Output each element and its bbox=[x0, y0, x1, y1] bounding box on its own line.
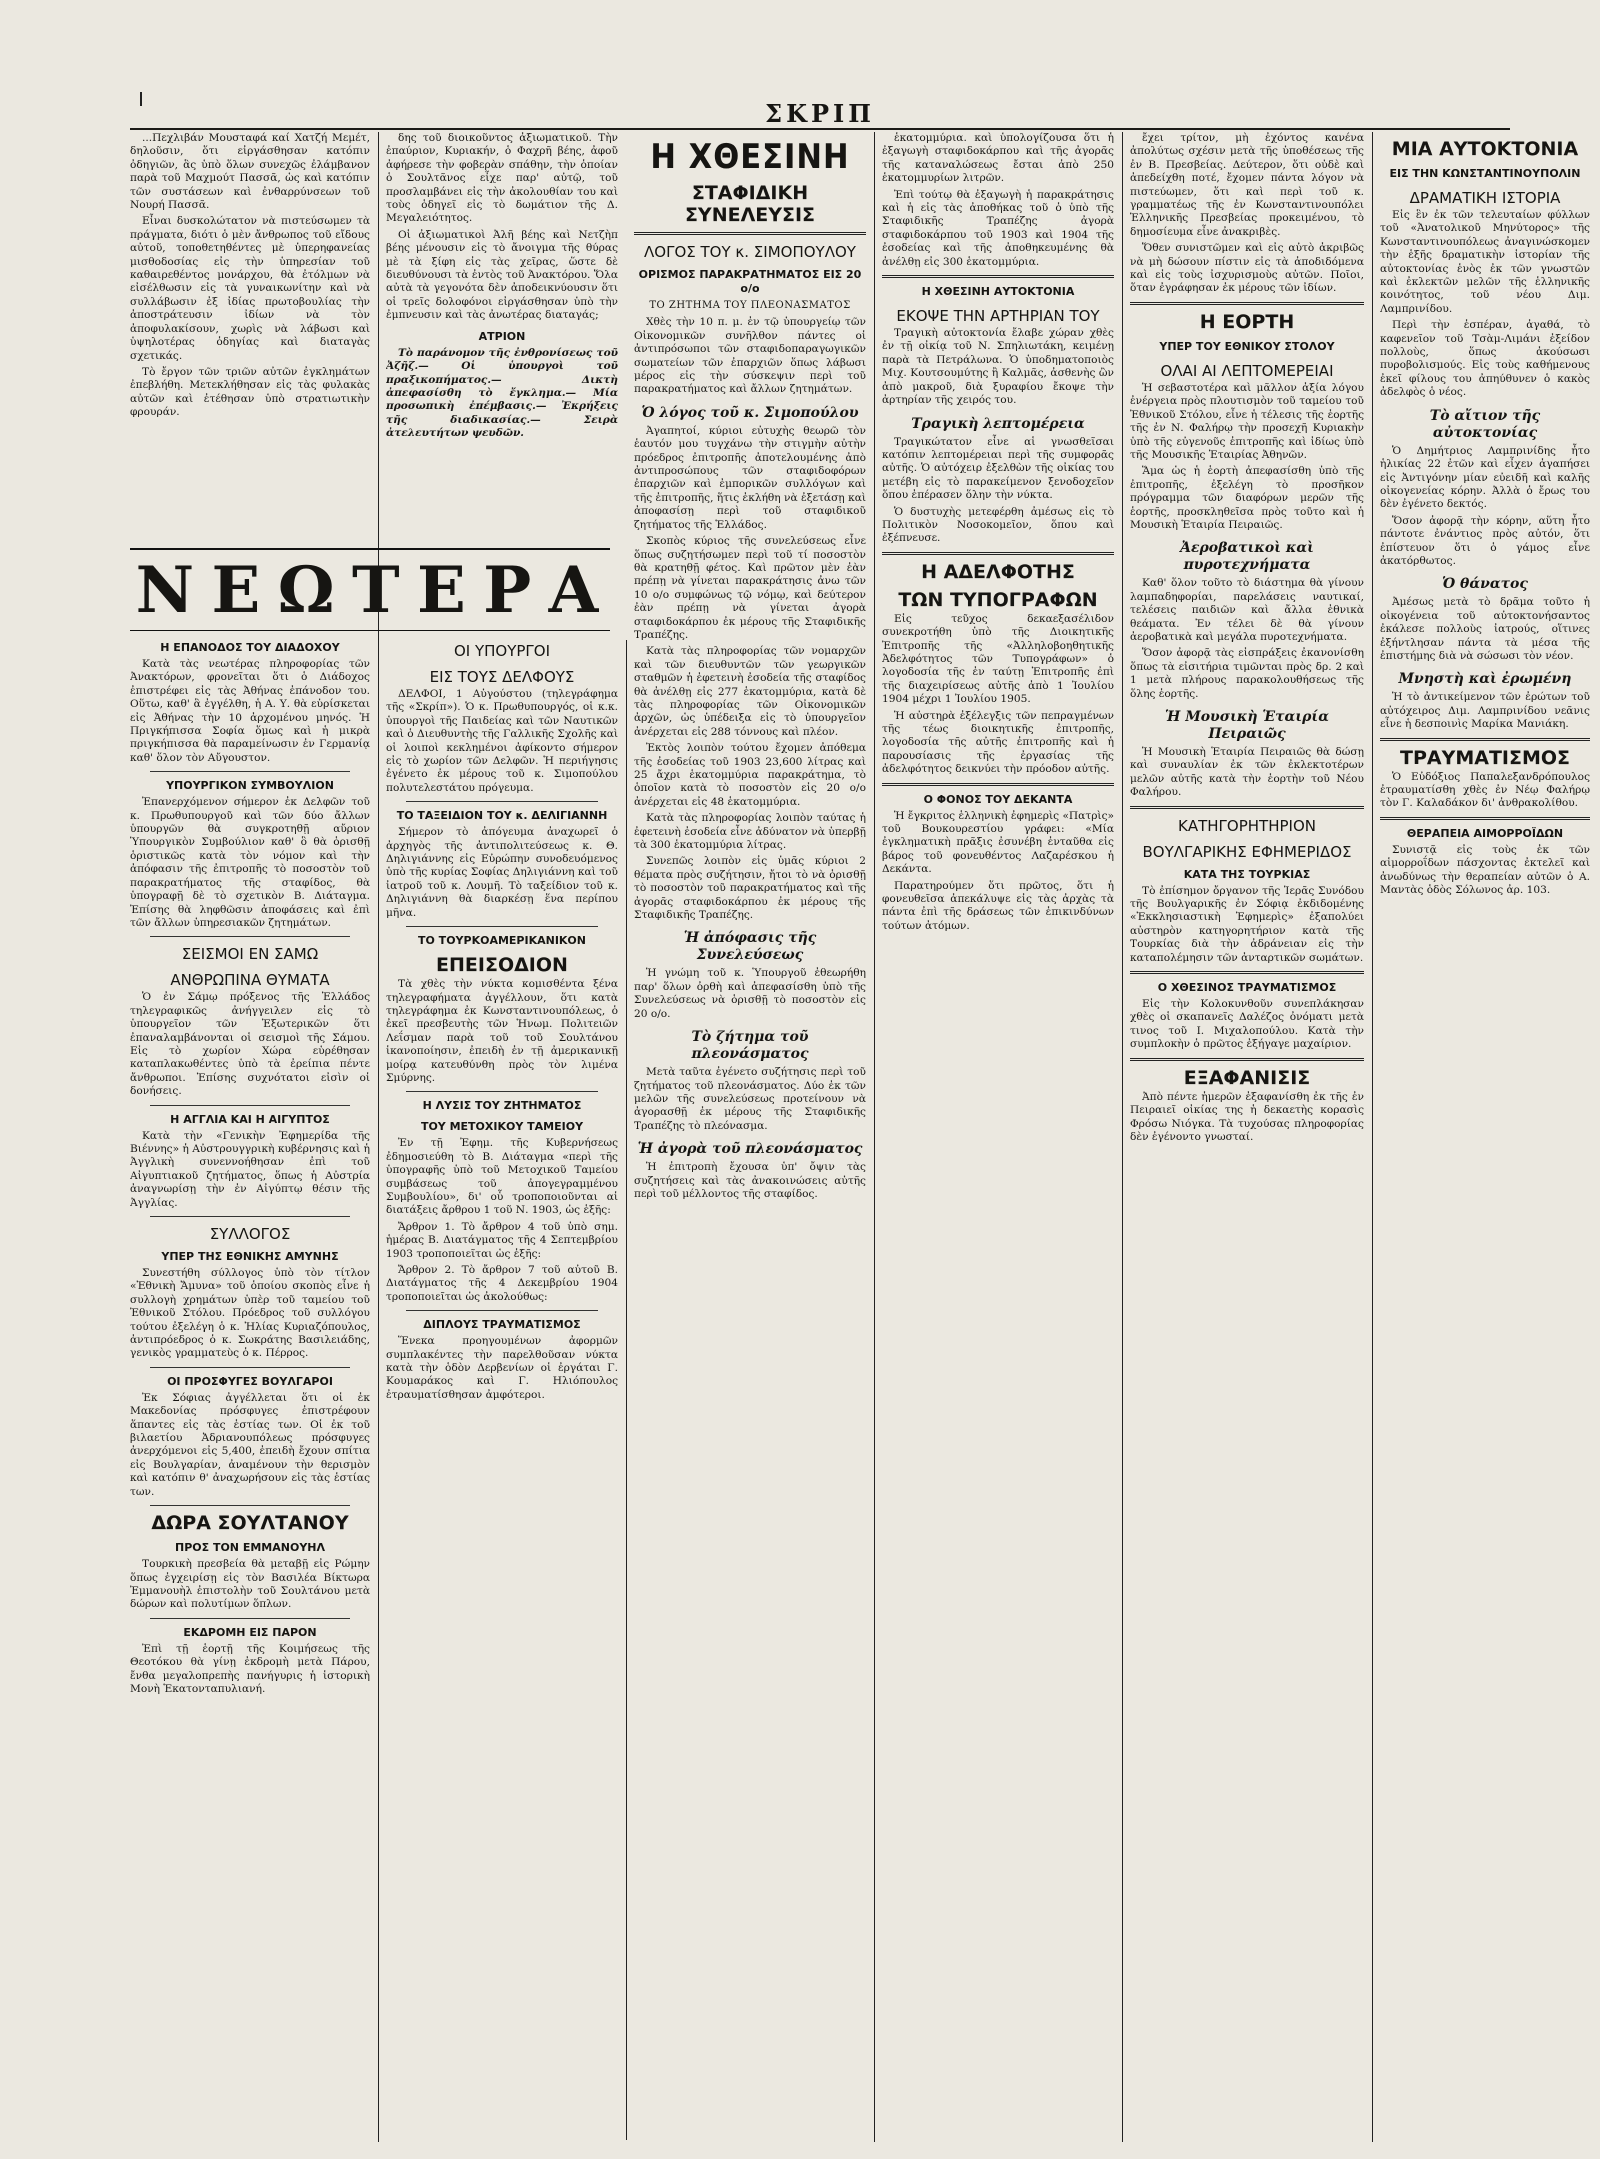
article-text: Τραγικὴ αὐτοκτονία ἔλαβε χώραν χθὲς ἐν τῇ οἰκίᾳ τοῦ Ν. Σπηλιωτάκη, κειμένῃ παρὰ τὰ Πετράλωνα. Ὁ ὑποδηματοποιὸς Μιχ. Κουτσουμύτης ἢ Καλμᾶς, ἀσθενὴς ὢν ἀπὸ μακροῦ, διὰ ξυραφίου ἔκοψε τὴν ἀρτηρίαν τῆς χειρός του. bbox=[882, 327, 1114, 407]
article-text: Μετὰ ταῦτα ἐγένετο συζήτησις περὶ τοῦ ζητήματος τοῦ πλεονάσματος. Δύο ἐκ τῶν μελῶν τῆς συνελεύσεως προτείνουν νὰ ἀγορασθῇ ἐκ μέρους τῆς Σταφιδικῆς Τραπέζης τὸ πλεόνασμα. bbox=[634, 1066, 866, 1132]
headline: ΑΤΡΙΟΝ bbox=[478, 329, 526, 343]
column-3 bbox=[634, 132, 866, 2152]
article-text: Καθ' ὅλον τοῦτο τὸ διάστημα θὰ γίνουν λαμπαδηφορίαι, παρελάσεις ναυτικαί, τελέσεις παιδιῶν καὶ ἄλλα ἐθνικὰ θεάματα. Ἐν τέλει δὲ θὰ γίνουν ἀεροβατικὰ καὶ μεγάλα πυροτεχνήματα. bbox=[1130, 577, 1364, 643]
article-text: Τὸ ἔργον τῶν τριῶν αὐτῶν ἐγκλημάτων ἐπεβλήθη. Μετεκλήθησαν εἰς τὰς φυλακὰς αὐτῶν καὶ ἐτέθησαν ὑπὸ στρατιωτικὴν φρουράν. bbox=[130, 365, 370, 419]
headline: Η ΧΘΕΣΙΝΗ bbox=[650, 137, 850, 177]
headline: ΥΠΟΥΡΓΙΚΟΝ ΣΥΜΒΟΥΛΙΟΝ bbox=[166, 779, 334, 793]
subheading: Μνηστὴ καὶ ἐρωμένη bbox=[1398, 671, 1572, 688]
divider bbox=[406, 926, 598, 927]
article-text: Παρατηρούμεν ὅτι πρῶτος, ὅτι ἡ φονευθεῖσα ἀπεκάλυψε εἰς τὰς ἀρχὰς τὰ πάντα ἐπὶ τῆς δράσεως τῶν ἐπικινδύνων τούτων ἀτόμων. bbox=[882, 879, 1114, 932]
headline: ΣΕΙΣΜΟΙ ΕΝ ΣΑΜΩ bbox=[181, 945, 319, 964]
article-text: Ἐκτὸς λοιπὸν τούτου ἔχομεν ἀπόθεμα τῆς ἐσοδείας τοῦ 1903 23,600 λίτρας καὶ 25 ἄχρι ἑκατομμύρια παρακράτημα, τὸ ὁποῖον κατὰ τὸ ποσοστὸν εἰς 20 ο/ο ἀνέρχεται εἰς 48 ἑκατομμύρια. bbox=[634, 742, 866, 808]
neotera-letter: Ε bbox=[416, 552, 472, 628]
divider bbox=[406, 1091, 598, 1092]
divider bbox=[150, 1216, 350, 1217]
article-text: Κατὰ τὰς πληροφορίας λοιπὸν ταύτας ἡ ἐφετεινὴ ἐσοδεία εἶνε ἀδύνατον νὰ ὑπερβῇ τὰ 300 ἑκατομμύρια λίτρας. bbox=[634, 812, 866, 852]
headline-sub: ΣΤΑΦΙΔΙΚΗ ΣΥΝΕΛΕΥΣΙΣ bbox=[684, 182, 816, 226]
article-text: Τουρκικὴ πρεσβεία θὰ μεταβῇ εἰς Ρώμην ὅπως ἐγχειρίσῃ εἰς τὸν Βασιλέα Βίκτωρα Ἐμμανουὴλ ἐπιστολὴν τοῦ Σουλτάνου μετὰ δώρων καὶ πολυτίμων ὅπλων. bbox=[130, 1558, 370, 1611]
headline: ΤΟ ΤΟΥΡΚΟΑΜΕΡΙΚΑΝΙΚΟΝ bbox=[418, 934, 586, 948]
article-text: Ὁ ἐν Σάμῳ πρόξενος τῆς Ἑλλάδος τηλεγραφικῶς ἀνήγγειλεν εἰς τὸ ὑπουργεῖον τῶν Ἐξωτερικῶν ὅτι ἐπαναλαμβάνονται οἱ σεισμοὶ τῆς Σάμου. Εἰς τὸ χωρίον Χώρα εὑρέθησαν καταπλακωθέντες ὑπὸ τὰ ἐρείπια πέντε ἄνθρωποι. Ἐπίσης συχνότατοι εἰσὶν οἱ δονήσεις. bbox=[130, 991, 370, 1098]
article-text: Ἐπὶ τούτῳ θὰ ἐξαγωγὴ ἡ παρακράτησις καὶ ἡ εἰς τὰς ἀποθήκας τοῦ ὁ ὑπὸ τῆς Σταφιδικῆς Τραπέζης ἀγορὰ σταφιδοκάρπου τοῦ 1903 καὶ 1904 τῆς ἐσοδείας καὶ τῆς ἀποθηκευμένης θὰ ἀνέλθῃ εἰς 300 ἑκατομμύρια. bbox=[882, 188, 1114, 268]
neotera-letter: Ε bbox=[211, 552, 267, 628]
column-2-lower bbox=[386, 634, 618, 2134]
headline-sub: ΥΠΕΡ ΤΗΣ ΕΘΝΙΚΗΣ ΑΜΥΝΗΣ bbox=[161, 1250, 339, 1263]
article-text: ...Πεχλιβάν Μουσταφά καί Χατζή Μεμέτ, δηλοῦσιν, ὅτι εἰργάσθησαν κατόπιν ὀδηγιῶν, ἃς ὑπὸ ὅλων συνεχῶς ἐλάμβανον παρὰ τοῦ Μαχμούτ Πασσᾶ, ὡς καὶ κατόπιν τῶν συστάσεων καὶ ἐνθαρρύνσεων τοῦ Νουρή Πασσᾶ. bbox=[130, 132, 370, 212]
article-text: ἔχει τρίτον, μὴ ἐχόντος κανένα ἀπολύτως σχέσιν μετὰ τῆς ὑποθέσεως τῆς ἐν Β. Πρεσβείας. Δεύτερον, ὅτι οὐδὲ καὶ ἀπεδείχθη ποτέ, ἔχομεν πάντα λόγον νὰ πιστεύωμεν, ὅτι καὶ περὶ τοῦ κ. γραμματέως τῆς ἐν Κωνσταντινουπόλει Ἑλληνικῆς Πρεσβείας προκειμένου, τὸ δημοσίευμα εἶνε ἀνακριβὲς. bbox=[1130, 132, 1364, 238]
headline: ΚΑΤΗΓΟΡΗΤΗΡΙΟΝ bbox=[1178, 816, 1316, 835]
masthead-title: ΣΚΡΙΠ bbox=[765, 99, 875, 128]
headline: ΔΙΠΛΟΥΣ ΤΡΑΥΜΑΤΙΣΜΟΣ bbox=[423, 1318, 581, 1332]
article-text: Ἐν τῇ Ἐφημ. τῆς Κυβερνήσεως ἐδημοσιεύθη τὸ Β. Διάταγμα «περὶ τῆς ὑπογραφῆς ὑπὸ τοῦ Μετοχικοῦ Ταμείου συμβάσεως τοῦ ἀπογεγραμμένου Συμβουλίου», δι' οὗ τροποποιοῦνται αἱ διατάξεις ἄρθρου 1 τοῦ Ν. 1903, ὡς ἑξῆς: bbox=[386, 1137, 618, 1217]
article-text: Τὰ χθὲς τὴν νύκτα κομισθέντα ξένα τηλεγραφήματα ἀγγέλλουν, ὅτι κατὰ τηλεγράφημα ἐκ Κωνσταντινουπόλεως, ὁ ἐκεῖ πρεσβευτὴς τῶν Ἡνωμ. Πολιτειῶν Λεΐσμαν παρὰ τοῦ τοῦ Σουλτάνου ἱκανοποίησιν, ἐπειδὴ ἐν τῇ ἀμερικανικῇ μοίρᾳ κατευθύνθη πρὸς τὸν λιμένα Σμύρνης. bbox=[386, 978, 618, 1084]
article-text: Ἡ ἔγκριτος ἑλληνικὴ ἐφημερὶς «Πατρὶς» τοῦ Βουκουρεστίου γράφει: «Μία ἐγκληματικὴ πρᾶξις ἐσυνέβη ἐνταῦθα εἰς βάρος τοῦ φονευθέντος Λαζαρέσκου ἡ Δεκάντα. bbox=[882, 809, 1114, 876]
divider bbox=[1130, 971, 1364, 974]
headline: ΘΕΡΑΠΕΙΑ ΑΙΜΟΡΡΟΪΔΩΝ bbox=[1406, 826, 1564, 840]
divider bbox=[1380, 817, 1590, 820]
subheading: Ὁ λόγος τοῦ κ. Σιμοπούλου bbox=[641, 404, 859, 421]
neotera-letter: Ρ bbox=[483, 552, 538, 628]
column-rule bbox=[378, 132, 379, 2142]
neotera-letter: Ν bbox=[135, 552, 201, 628]
article-text: Ὁ δυστυχὴς μετεφέρθη ἀμέσως εἰς τὸ Πολιτικὸν Νοσοκομεῖον, ὅπου καὶ ἐξέπνευσε. bbox=[882, 505, 1114, 545]
headline: ΤΡΑΥΜΑΤΙΣΜΟΣ bbox=[1399, 746, 1570, 769]
headline-sub: ΟΡΙΣΜΟΣ ΠΑΡΑΚΡΑΤΗΜΑΤΟΣ ΕΙΣ 20 ο/ο bbox=[638, 268, 862, 295]
headline-sub: ΤΩΝ ΤΥΠΟΓΡΑΦΩΝ bbox=[898, 588, 1098, 611]
article-text: Χθὲς τὴν 10 π. μ. ἐν τῷ ὑπουργείῳ τῶν Οἰκονομικῶν συνῆλθον πάντες οἱ ἀντιπρόσωποι τῶν σταφιδοπαραγωγικῶν σωματείων τῶν ἐπαρχιῶν ὅπως λάβωσι μέρος εἰς τὴν σύσκεψιν περὶ τοῦ παρακρατήματος καὶ ἄλλων ζητημάτων. bbox=[634, 316, 866, 396]
article-text: Ἐκ Σόφιας ἀγγέλλεται ὅτι οἱ ἐκ Μακεδονίας πρόσφυγες ἐπιστρέφουν ἅπαντες εἰς τὰς ἑστίας των. Οἱ ἐκ τοῦ βιλαετίου Ἀδριανουπόλεως πρόσφυγες ἀνερχόμενοι εἰς 5,400, ἐπειδὴ ἔχουν σπίτια εἰς Βουλγαρίαν, ἀναμένουν τὴν θερισμὸν καὶ κατόπιν θ' ἀναχωρήσουν εἰς τὰς ἑστίας των. bbox=[130, 1391, 370, 1498]
article-text: Ἡ σεβαστοτέρα καὶ μᾶλλον ἀξία λόγου ἐνέργεια πρὸς πλουτισμὸν τοῦ ταμείου τοῦ Ἐθνικοῦ Στόλου, εἶνε ἡ τέλεσις τῆς ἑορτῆς τῆς ἐν Ν. Φαλήρῳ τὴν προσεχῆ Κυριακὴν ὑπὸ τῆς εὐγενοῦς ἐπιτροπῆς καὶ ἰδίως ὑπὸ τῆς Μουσικῆς Ἑταιρίας Ἀθηνῶν. bbox=[1130, 381, 1364, 461]
headline-sub: ΤΟ ΖΗΤΗΜΑ ΤΟΥ ΠΛΕΟΝΑΣΜΑΤΟΣ bbox=[649, 300, 851, 311]
article-text: Ἡ Μουσικὴ Ἑταιρία Πειραιῶς θὰ δώσῃ καὶ συναυλίαν ἐκ τῶν ἐκλεκτοτέρων μελῶν αὐτῆς κατὰ τὴν ἑορτὴν τοῦ Νέου Φαλήρου. bbox=[1130, 746, 1364, 799]
divider bbox=[1130, 806, 1364, 809]
article-text: Ἡ αὐστηρὰ ἐξέλεγξις τῶν πεπραγμένων τῆς τέως διοικητικῆς ἐπιτροπῆς, λογοδοσία τῆς αὐτῆς ἐπιτροπῆς καὶ ἡ παρουσίασις τῆς ἐργασίας τῆς ἀδελφότητος δεικνύει τὴν πρόοδον αὐτῆς. bbox=[882, 709, 1114, 776]
divider bbox=[150, 1505, 350, 1506]
article-text: Συνιστᾷ εἰς τοὺς ἐκ τῶν αἱμορροΐδων πάσχοντας ἐκτελεῖ καὶ ἀνωδύνως τὴν θεραπείαν αὐτῶν ὁ Α. Μαντὰς ὁδὸς Σόλωνος ἀρ. 103. bbox=[1380, 843, 1590, 897]
headline: Η ΕΠΑΝΟΔΟΣ ΤΟΥ ΔΙΑΔΟΧΟΥ bbox=[160, 641, 340, 654]
divider bbox=[1130, 1058, 1364, 1061]
divider bbox=[882, 552, 1114, 555]
subheading: Τὸ ζήτημα τοῦ πλεονάσματος bbox=[691, 1029, 809, 1063]
article-text: Ἕνεκα προηγουμένων ἀφορμῶν συμπλακέντες τὴν παρελθοῦσαν νύκτα κατὰ τὴν ὁδὸν Δερβενίων οἱ ἐργάται Γ. Κουμαράκος καὶ Γ. Ηλιόπουλος ἐτραυματίσθησαν ἀμφότεροι. bbox=[386, 1335, 618, 1401]
article-text: Τραγικώτατον εἶνε αἱ γνωσθεῖσαι κατόπιν λεπτομέρειαι περὶ τῆς συμφορᾶς αὐτῆς. Ὁ αὐτόχειρ ἐξελθὼν τῆς οἰκίας του μετέβη εἰς τὸ παρακείμενον ξενοδοχεῖον ὅπου ἐπέρασεν ὅλην τὴν νύκτα. bbox=[882, 435, 1114, 502]
headline: ΣΥΛΛΟΓΟΣ bbox=[209, 1225, 291, 1243]
column-2 bbox=[386, 132, 618, 544]
divider bbox=[150, 1105, 350, 1106]
article-text: ἑκατομμύρια. καὶ ὑπολογίζουσα ὅτι ἡ ἐξαγωγὴ σταφιδοκάρπου καὶ τῆς ἀγορᾶς τῆς καταναλώσεως ἔσται ἀπὸ 250 ἑκατομμυρίων λιτρῶν. bbox=[882, 132, 1114, 185]
headline-sub: ΥΠΕΡ ΤΟΥ ΕΘΝΙΚΟΥ ΣΤΟΛΟΥ bbox=[1159, 339, 1335, 353]
column-rule bbox=[874, 132, 875, 2142]
article-text: Κατὰ τὰς νεωτέρας πληροφορίας τῶν Ἀνακτόρων, φρονεῖται ὅτι ὁ Διάδοχος ἐπιστρέφει εἰς τὰς Ἀθήνας ἐπάνοδον του. Οὕτω, καθ' ἃ ἐγγέλθη, ἡ Α. Υ. θὰ εὑρίσκεται εἰς Ἀθήνας τὴν 10 ἀρχομένου μηνός. Ἡ Πριγκήπισσα Σοφία ὅμως καὶ ἡ μικρὰ πριγκήπισσα θὰ παραμείνωσιν ἐν Γερμανίᾳ καθ' ὅλον τὸν Αὔγουστον. bbox=[130, 658, 370, 764]
neotera-letter: Α bbox=[548, 552, 605, 628]
article-text: Ἐπὶ τῇ ἑορτῇ τῆς Κοιμήσεως τῆς Θεοτόκου θὰ γίνῃ ἐκδρομὴ μετὰ Πάρου, ἔνθα μεγαλοπρεπὴς πανήγυρις ἡ ἱστορικὴ Μονὴ Ἑκατονταπυλιανή. bbox=[130, 1642, 370, 1695]
subheading: Ὁ θάνατος bbox=[1442, 576, 1528, 593]
divider bbox=[150, 936, 350, 937]
divider bbox=[406, 801, 598, 802]
column-4 bbox=[882, 132, 1114, 2152]
divider bbox=[150, 1618, 350, 1619]
article-text: Ὅσον ἀφορᾷ τὴν κόρην, αὕτη ἦτο πάντοτε ἐνάντιος πρὸς αὐτόν, ὅτι ἐπίστευον ὅτι ὁ γάμος εἶνε ἀκατόρθωτος. bbox=[1380, 514, 1590, 567]
divider bbox=[406, 1310, 598, 1311]
article-text: Ὁ Δημήτριος Λαμπρινίδης ἦτο ἡλικίας 22 ἐτῶν καὶ εἶχεν ἀγαπήσει εἰς Ἀντιγόνην μίαν εὐειδῆ καὶ καλῆς οἰκογενείας κόρην. Ἀλλὰ ὁ ἔρως του δὲν ἐγένετο δεκτός. bbox=[1380, 444, 1590, 511]
headline-sub: ΔΡΑΜΑΤΙΚΗ ΙΣΤΟΡΙΑ bbox=[1409, 189, 1561, 207]
article-text: Εἰς τὴν Κολοκυνθοῦν συνεπλάκησαν χθὲς οἱ σκαπανεῖς Δαλέζος ὀνόματι μετὰ τινος τοῦ Ι. Μιχαλοπούλου. Κατὰ τὴν συμπλοκὴν ὁ πρῶτος ἐξήγαγε μαχαίριον. bbox=[1130, 998, 1364, 1051]
article-text: Σήμερον τὸ ἀπόγευμα ἀναχωρεῖ ὁ ἀρχηγὸς τῆς ἀντιπολιτεύσεως κ. Θ. Δηλιγιάννης εἰς Εὐρώπην συνοδευόμενος ὑπὸ τῆς κυρίας Σοφίας Δηλιγιάννη καὶ τοῦ ἰατροῦ τοῦ κ. Λουμῆ. Τὸ ταξείδιον τοῦ κ. Δηλιγιάννη θὰ διαρκέσῃ ἕνα περίπου μῆνα. bbox=[386, 826, 618, 919]
headline-sub: ΕΙΣ ΤΟΥΣ ΔΕΛΦΟΥΣ bbox=[429, 668, 575, 686]
headline: ΟΙ ΠΡΟΣΦΥΓΕΣ ΒΟΥΛΓΑΡΟΙ bbox=[167, 1374, 333, 1388]
article-text: δης τοῦ διοικοῦντος ἀξιωματικοῦ. Τὴν ἐπαύριον, Κυριακήν, ὁ Φαχρῆ βέης, ἀφοῦ ἀφήρεσε τὴν φοβερὰν σπάθην, τὴν ὁποίαν ὁ Σουλτᾶνος εἶχε παρ' αὐτῷ, τοῦ προσλαμβάνει εἰς τὴν ἀκολουθίαν του καὶ τοὺς ὁδηγεῖ εἰς τὸ δωμάτιον τῆς Δ. Μεγαλειότητος. bbox=[386, 132, 618, 225]
divider bbox=[882, 275, 1114, 278]
column-rule bbox=[1122, 132, 1123, 2142]
headline: ΜΙΑ ΑΥΤΟΚΤΟΝΙΑ bbox=[1391, 138, 1579, 160]
article-text: Περὶ τὴν ἑσπέραν, ἀγαθά, τὸ καφενεῖον τοῦ Τσὰμ-Λιμάνι ἐξείδον πολλοὺς, ὅπως ἀκούσωσι πυροβολισμούς. Εἰς τοὺς καθήμενους ἐκεῖ φίλους του ἀπηύθυνεν ὁ κακὸς ἀδελφὸς ὁ νέος. bbox=[1380, 319, 1590, 399]
article-text: Τὸ ἐπίσημον ὄργανον τῆς Ἱερᾶς Συνόδου τῆς Βουλγαρικῆς ἐν Σόφιᾳ ἐκδιδομένης «Ἐκκλησιαστικὴ Ἐφημερὶς» ἐξαπολύει αὐστηρὸν κατηγορητήριον κατὰ τῆς Τουρκίας διὰ τὴν ἀδράνειαν εἰς τὴν καταπολέμησιν τῶν ἀνταρτικῶν σωμάτων. bbox=[1130, 884, 1364, 964]
article-text: Οἱ ἀξιωματικοὶ Ἀλῆ βέης καὶ Νετζὴπ βέης μένουσιν εἰς τὸ ἄνοιγμα τῆς θύρας μὲ τὰ ξίφη εἰς τὰς χεῖρας, ὥστε δὲ διευθύνουσι τὰ ἐντὸς τοῦ Ἀνακτόρου. Ὅλα αὐτὰ τὰ γεγονότα δὲν ἀποδεικνύουσιν ὅτι οἱ τρεῖς δολοφόνοι εἰργάσθησαν ὑπὸ τὴν ἐμπνευσιν καὶ τὰς ἀνωτέρας διαταγάς; bbox=[386, 228, 618, 322]
divider bbox=[1380, 738, 1590, 741]
article-text: ΔΕΛΦΟΙ, 1 Αὐγούστου (τηλεγράφημα τῆς «Σκρίπ»). Ὁ κ. Πρωθυπουργός, οἱ κ.κ. ὑπουργοὶ τῆς Παιδείας καὶ τῶν Ναυτικῶν καὶ ὁ Διευθυντὴς τῆς Γαλλικῆς Σχολῆς καὶ οἱ λοιποὶ κεκλημένοι ἀφίκοντο σήμερον εἰς τὸ χωρίον τῶν Δελφῶν. Ἡ περιήγησις ἐγένετο ἐκ μέρους τοῦ κ. Σιμοπούλου πολυτελεστάτου πρόγευμα. bbox=[386, 688, 618, 794]
article-text: Εἰς ἓν ἐκ τῶν τελευταίων φύλλων τοῦ «Ἀνατολικοῦ Μηνύτορος» τῆς Κωνσταντινουπόλεως ἀναγινώσκομεν τὴν ἑξῆς δραματικὴν ἱστορίαν τῆς αὐτοκτονίας ἑνὸς ἐκ τῶν γνωστῶν καὶ ἐκλεκτῶν μελῶν τῆς ἑλληνικῆς κοινότητος, τοῦ νέου Διμ. Λαμπρινίδου. bbox=[1380, 209, 1590, 315]
headline: ΕΞΑΦΑΝΙΣΙΣ bbox=[1183, 1066, 1311, 1089]
article-text: Εἰς τεῦχος δεκαεξασέλιδον συνεκροτήθη ὑπὸ τῆς Διοικητικῆς Ἐπιτροπῆς τῆς «Ἀλληλοβοηθητικῆς Ἀδελφότητος τῶν Τυπογράφων» ὁ λογοδοσία τῆς ἐν ταύτῃ Ἐπιτροπῆς ἐπὶ τῆς διαχειρίσεως αὐτῆς ἀπὸ 1 Ἰουλίου 1904 μέχρι 1 Ἰουλίου 1905. bbox=[882, 612, 1114, 706]
headline: Η ΑΓΓΛΙΑ ΚΑΙ Η ΑΙΓΥΠΤΟΣ bbox=[170, 1112, 330, 1126]
article-text: Ἀγαπητοί, κύριοι εὐτυχὴς θεωρῶ τὸν ἑαυτόν μου τυγχάνω τὴν στιγμὴν αὐτὴν πρόεδρος ἐπιτροπῆς ἀποτελουμένης ἀπὸ ἀντιπροσώπους τῶν σταφιδοφόρων ἐπαρχιῶν καὶ ἐμπορικῶν συλλόγων καὶ τῆς ἐπιτροπῆς, ἥτις ἐκλήθη νὰ ἐξετάσῃ καὶ ἀποφασίσῃ περὶ τοῦ σταφιδικοῦ ζητήματος τῆς Ἑλλάδος. bbox=[634, 424, 866, 531]
article-text: Κατὰ τὰς πληροφορίας τῶν νομαρχῶν καὶ τῶν διευθυντῶν τῶν γεωργικῶν σταθμῶν ἡ ἐφετεινὴ ἐσοδεία τῆς σταφίδος θὰ ἀνέλθῃ εἰς 277 ἑκατομμύρια, κατὰ δὲ τὰς πληροφορίας τῶν Οἰκονομικῶν ἀρχῶν, ὡς ὑπέδειξα εἰς τὸ ὑπουργεῖον ἀνέρχεται εἰς 288 τόννους καὶ πλέον. bbox=[634, 645, 866, 738]
subheading: Ἡ ἀπόφασις τῆς Συνελεύσεως bbox=[683, 930, 817, 964]
headline-sub: ΚΑΤΑ ΤΗΣ ΤΟΥΡΚΙΑΣ bbox=[1183, 867, 1311, 881]
article-text: Ὅθεν συνιστῶμεν καὶ εἰς αὐτὸ ἀκριβῶς νὰ μὴ δώσουν πίστιν εἰς τὰ ἀποδιδόμενα καὶ εἰς τοὺς ἰσχυρισμοὺς αὐτῶν. Ποῖοι, ὅταν ἐγράφησαν ἐκ μέρους τῶν ἰδίων. bbox=[1130, 242, 1364, 295]
neotera-letter: Ω bbox=[277, 552, 341, 628]
headline: Ο ΦΟΝΟΣ ΤΟΥ ΔΕΚΑΝΤΑ bbox=[923, 792, 1073, 806]
article-text: Ἡ γνώμη τοῦ κ. Ὑπουργοῦ ἐθεωρήθη παρ' ὅλων ὀρθὴ καὶ ἀπεφασίσθη ὑπὸ τῆς Συνελεύσεως νὰ ὁρισθῇ τὸ ποσοστὸν εἰς 20 ο/ο. bbox=[634, 967, 866, 1020]
article-text: Συνεστήθη σύλλογος ὑπὸ τὸν τίτλον «Ἐθνικὴ Ἄμυνα» τοῦ ὁποίου σκοπὸς εἶνε ἡ συλλογὴ χρημάτων ὑπὲρ τοῦ ταμείου τοῦ Ἐθνικοῦ Στόλου. Πρόεδρος τοῦ συλλόγου τούτου ἐξελέγη ὁ κ. Ἠλίας Κυριαζόπουλος, ἀντιπρόεδρος ὁ κ. Σωκράτης Βασιλειάδης, γενικὸς γραμματεὺς ὁ κ. Πέρρος. bbox=[130, 1267, 370, 1360]
divider bbox=[150, 1367, 350, 1368]
masthead bbox=[130, 100, 1510, 130]
column-1 bbox=[130, 132, 370, 544]
subheading: Τὸ αἴτιον τῆς αὐτοκτονίας bbox=[1429, 407, 1541, 441]
headline: Η ΕΟΡΤΗ bbox=[1199, 310, 1295, 333]
article-text: Ἡ τὸ ἀντικείμενον τῶν ἐρώτων τοῦ αὐτόχειρος Διμ. Λαμπρινίδου νεᾶνις εἶνε ἡ δεσποινὶς Μαρίκα Μανιάκη. bbox=[1380, 691, 1590, 731]
column-rule bbox=[1372, 132, 1373, 2142]
headline-sub: ΤΟΥ ΜΕΤΟΧΙΚΟΥ ΤΑΜΕΙΟΥ bbox=[420, 1120, 584, 1134]
article-text: Ὁ Εὐδόξιος Παπαλεξανδρόπουλος ἐτραυματίσθη χθὲς ἐν Νέῳ Φαλήρῳ τὸν Γ. Καλαδάκον δι' ἀνθρακολίθου. bbox=[1380, 770, 1590, 810]
headline: ΤΟ ΤΑΞΕΙΔΙΟΝ ΤΟΥ κ. ΔΕΛΙΓΙΑΝΝΗ bbox=[396, 809, 608, 823]
headline: ΕΚΔΡΟΜΗ ΕΙΣ ΠΑΡΟΝ bbox=[183, 1625, 317, 1639]
subheading: Τραγικὴ λεπτομέρεια bbox=[911, 415, 1085, 432]
column-1-lower bbox=[130, 634, 370, 2134]
article-text: Ἅμα ὡς ἡ ἑορτὴ ἀπεφασίσθη ὑπὸ τῆς ἐπιτροπῆς, ἐξελέγη τὸ προσῆκον πρόγραμμα τῶν διαφόρων μερῶν τῆς ἑορτῆς, προσκληθεῖσα πρὸς τοῦτο καὶ ἡ Μουσικὴ Ἑταιρία Πειραιῶς. bbox=[1130, 465, 1364, 531]
headline: Η ΧΘΕΣΙΝΗ ΑΥΤΟΚΤΟΝΙΑ bbox=[921, 285, 1075, 299]
divider bbox=[1130, 302, 1364, 305]
headline-sub: ΑΝΘΡΩΠΙΝΑ ΘΥΜΑΤΑ bbox=[170, 971, 330, 990]
headline-sub: ΟΛΑΙ ΑΙ ΛΕΠΤΟΜΕΡΕΙΑΙ bbox=[1160, 361, 1334, 380]
headline-sub: ΛΟΓΟΣ ΤΟΥ κ. ΣΙΜΟΠΟΥΛΟΥ bbox=[644, 243, 856, 261]
headline-sub: ΕΙΣ ΤΗΝ ΚΩΝΣΤΑΝΤΙΝΟΥΠΟΛΙΝ bbox=[1389, 167, 1581, 180]
article-text: Ἀπὸ πέντε ἡμερῶν ἐξαφανίσθη ἐκ τῆς ἐν Πειραιεῖ οἰκίας της ἡ δεκαετὴς κορασὶς Φρόσω Νιόγκα. Τὰ τυχούσας πληροφορίας δὲν ἐγένοντο γνωσταί. bbox=[1130, 1090, 1364, 1143]
headline-sub: ΕΠΕΙΣΟΔΙΟΝ bbox=[436, 954, 568, 977]
subheading: Ἡ Μουσικὴ Ἑταιρία Πειραιῶς bbox=[1165, 709, 1329, 742]
article-text: Ἡ ἐπιτροπὴ ἔχουσα ὑπ' ὄψιν τὰς συζητήσεις καὶ τὰς ἀνακοινώσεις αὐτῆς περὶ τοῦ μέλλοντος τῆς σταφίδος. bbox=[634, 1161, 866, 1200]
subheading: Ἡ ἀγορὰ τοῦ πλεονάσματος bbox=[637, 1141, 863, 1158]
neotera-banner bbox=[130, 548, 610, 631]
article-text: Ἄρθρον 2. Τὸ ἄρθρον 7 τοῦ αὐτοῦ Β. Διατάγματος τῆς 4 Δεκεμβρίου 1904 τροποποιεῖται ὡς ἀκολούθως: bbox=[386, 1264, 618, 1303]
column-6 bbox=[1380, 132, 1590, 2152]
column-5 bbox=[1130, 132, 1364, 2152]
divider bbox=[882, 783, 1114, 786]
headline: Ο ΧΘΕΣΙΝΟΣ ΤΡΑΥΜΑΤΙΣΜΟΣ bbox=[1157, 981, 1337, 995]
article-text: Σκοπὸς κύριος τῆς συνελεύσεως εἶνε ὅπως συζητήσωμεν περὶ τοῦ τί ποσοστὸν θὰ κρατηθῇ φέτος. Καὶ πρῶτον μὲν ἐὰν πρέπῃ νὰ γίνεται παρακράτησις ἀνω τῶν 10 ο/ο συμφώνως τῷ νόμῳ, καὶ δεύτερον ἐὰν πρέπῃ νὰ γίνεται ἀγορὰ σταφιδοκάρπου ἐκ μέρους τῆς Σταφιδικῆς Τραπέζης. bbox=[634, 535, 866, 641]
headline: ΟΙ ΥΠΟΥΡΓΟΙ bbox=[453, 642, 551, 660]
headline-sub: ΕΚΟΨΕ ΤΗΝ ΑΡΤΗΡΙΑΝ ΤΟΥ bbox=[896, 307, 1100, 326]
headline: Η ΑΔΕΛΦΟΤΗΣ bbox=[921, 560, 1075, 583]
article-text: Ἄρθρον 1. Τὸ ἄρθρον 4 τοῦ ὑπὸ σημ. ἡμέρας Β. Διατάγματος τῆς 4 Σεπτεμβρίου 1903 τροποποιεῖται ὡς ἑξῆς: bbox=[386, 1220, 618, 1260]
article-text: Ἐπανερχόμενον σήμερον ἐκ Δελφῶν τοῦ κ. Πρωθυπουργοῦ καὶ τῶν δύο ἄλλων ὑπουργῶν θὰ συγκροτηθῇ αὔριον Ὑπουργικὸν Συμβούλιον καθ' ὃ θὰ ὁρισθῇ ὁριστικῶς κατὰ τὸν νόμον καὶ τὴν ἀπόφασιν τῆς ἐπιτροπῆς τὸ ποσοστὸν τοῦ παρακρατήματος τῆς σταφίδος, θὰ ὑπογραφῇ δὲ τὸ σχετικὸν Β. Διάταγμα. Ἐπίσης θὰ ληφθῶσιν ἀποφάσεις καὶ ἐπὶ τῶν ἄλλων ὑπηρεσιακῶν ζητημάτων. bbox=[130, 796, 370, 929]
divider bbox=[634, 232, 866, 235]
headline-sub: ΠΡΟΣ ΤΟΝ ΕΜΜΑΝΟΥΗΛ bbox=[174, 1541, 325, 1555]
article-text: Ἀμέσως μετὰ τὸ δρᾶμα τοῦτο ἡ οἰκογένεια τοῦ αὐτοκτονήσαντος ἐκάλεσε πολλοὺς ἰατρούς, οἵτινες ἐξήντλησαν πάντα τὰ μέσα τῆς ἐπιστήμης διὰ νὰ σώσωσι τὸν νέον. bbox=[1380, 596, 1590, 662]
divider bbox=[150, 771, 350, 772]
headline: Η ΛΥΣΙΣ ΤΟΥ ΖΗΤΗΜΑΤΟΣ bbox=[422, 1099, 582, 1113]
headline: ΔΩΡΑ ΣΟΥΛΤΑΝΟΥ bbox=[151, 1512, 349, 1535]
article-text: Συνεπῶς λοιπὸν εἰς ὑμᾶς κύριοι 2 θέματα πρὸς συζήτησιν, ἤτοι τὸ νὰ ὁρισθῇ τὸ ποσοστὸν τοῦ παρακρατήματος καὶ τῆς ἀγορᾶς σταφιδοκάρπου ἐκ μέρους τῆς Σταφιδικῆς Τραπέζης. bbox=[634, 855, 866, 922]
article-text: Κατὰ τὴν «Γενικὴν Ἐφημερίδα τῆς Βιέννης» ἡ Αὐστρουγγρικὴ κυβέρνησις καὶ ἡ Ἀγγλικὴ συνεννοήθησαν ἐπὶ τοῦ Αἰγυπτιακοῦ ζητήματος, ὅπως ἡ Αὐστρία ἀναγνωρίσῃ τὴν ἐν Αἰγύπτῳ θέσιν τῆς Ἀγγλίας. bbox=[130, 1129, 370, 1209]
subheading: Ἀεροβατικοὶ καὶ πυροτεχνήματα bbox=[1180, 540, 1314, 574]
headline-sub: ΒΟΥΛΓΑΡΙΚΗΣ ΕΦΗΜΕΡΙΔΟΣ bbox=[1142, 842, 1352, 861]
neotera-letter: Τ bbox=[352, 552, 406, 628]
article-summary: Τὸ παράνομον τῆς ἐνθρονίσεως τοῦ Ἀζῆζ.— Οἱ ὑπουργοὶ τοῦ πραξικοπήματος.— Δικτὴ ἀπεφασίσθη τὸ ἔγκλημα.— Μία προσωπικὴ ἐπέμβασις.— Ἐκρήξεις τῆς διαδικασίας.— Σειρὰ ἀτελευτήτων ψευδῶν. bbox=[386, 346, 618, 440]
article-text: Ὅσον ἀφορᾷ τὰς εἰσπράξεις ἐκανονίσθη ὅπως τὰ εἰσιτήρια τιμῶνται πρὸς δρ. 2 καὶ 1 μετὰ πλήρους παρακολουθήσεως τῆς ὅλης ἑορτῆς. bbox=[1130, 647, 1364, 700]
column-rule bbox=[626, 640, 627, 2140]
article-text: Εἶναι δυσκολώτατον νὰ πιστεύσωμεν τὰ πράγματα, διότι ὁ μὲν ἄνθρωπος τοῦ εἴδους αὐτοῦ, τοποθετηθέντες μὲ ὑπερηφανείας μισθοδοσίας εἰς τὴν ὑπηρεσίαν τοῦ καθαιρεθέντος μονάρχου, θὰ ἐτόλμων νὰ εἰσέλθωσιν εἰς τὰ γυναικωνίτην καὶ νὰ συλλάβωσιν ἐξ ἰδίας πρωτοβουλίας τὴν ἀποστράτευσιν ἰδίων νὰ τὸν ἀποφυλακίσουν, χωρὶς νὰ λάβωσι καὶ ὑψηλοτέρας ὁδηγίας καὶ διαταγὰς σχετικάς. bbox=[130, 215, 370, 362]
